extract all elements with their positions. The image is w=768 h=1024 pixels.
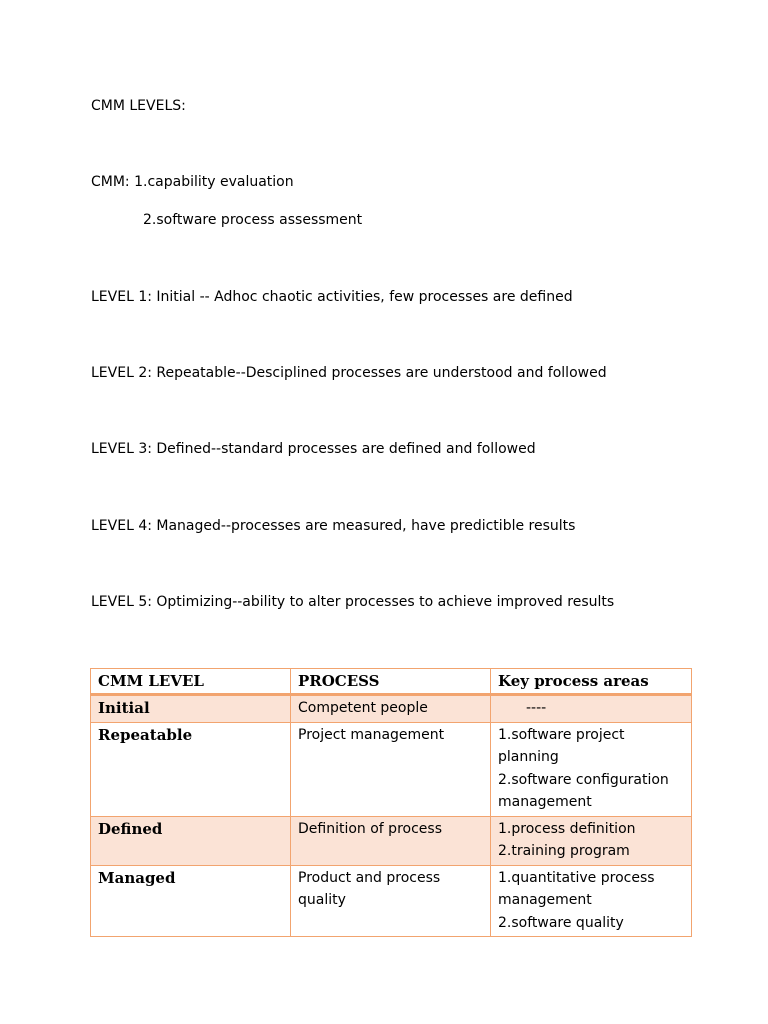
area-item: ---- xyxy=(526,700,547,716)
cmm-line-1: CMM: 1.capability evaluation xyxy=(91,174,294,190)
process-cell: Competent people xyxy=(291,695,491,723)
process-cell: Project management xyxy=(291,722,491,816)
table-row xyxy=(91,722,692,816)
areas-cell xyxy=(491,695,692,723)
header-cmm-level: CMM LEVEL xyxy=(91,669,291,695)
area-item: 2.software configuration management xyxy=(498,771,669,810)
level-cell: Initial xyxy=(91,695,291,723)
level-cell: Defined xyxy=(91,816,291,865)
areas-cell xyxy=(491,722,692,816)
area-item: 2.software quality xyxy=(498,914,624,931)
process-cell: Product and process quality xyxy=(291,865,491,937)
level-4-text: LEVEL 4: Managed--processes are measured, have predictible results xyxy=(91,518,576,534)
level-2-text: LEVEL 2: Repeatable--Desciplined processes are understood and followed xyxy=(91,365,607,381)
header-process: PROCESS xyxy=(291,669,491,695)
level-3-text: LEVEL 3: Defined--standard processes are defined and followed xyxy=(91,441,536,457)
cmm-line-2: 2.software process assessment xyxy=(143,212,363,228)
level-5-text: LEVEL 5: Optimizing--ability to alter processes to achieve improved results xyxy=(91,594,615,610)
area-item: 1.process definition xyxy=(498,820,636,837)
table-row xyxy=(91,695,692,723)
level-cell: Managed xyxy=(91,865,291,937)
area-item: 2.training program xyxy=(498,843,630,859)
area-item: 1.quantitative process management xyxy=(498,869,655,908)
level-1-text: LEVEL 1: Initial -- Adhoc chaotic activities, few processes are defined xyxy=(91,289,573,305)
doc-heading: CMM LEVELS: xyxy=(91,98,186,114)
table-row xyxy=(91,865,692,937)
area-item: 1.software project planning xyxy=(498,726,625,765)
areas-cell xyxy=(491,816,692,865)
cmm-table xyxy=(90,668,692,937)
table-row xyxy=(91,816,692,865)
areas-cell xyxy=(491,865,692,937)
header-key-process-areas: Key process areas xyxy=(491,669,692,695)
process-cell: Definition of process xyxy=(291,816,491,865)
table-header-row xyxy=(91,669,692,695)
level-cell: Repeatable xyxy=(91,722,291,816)
